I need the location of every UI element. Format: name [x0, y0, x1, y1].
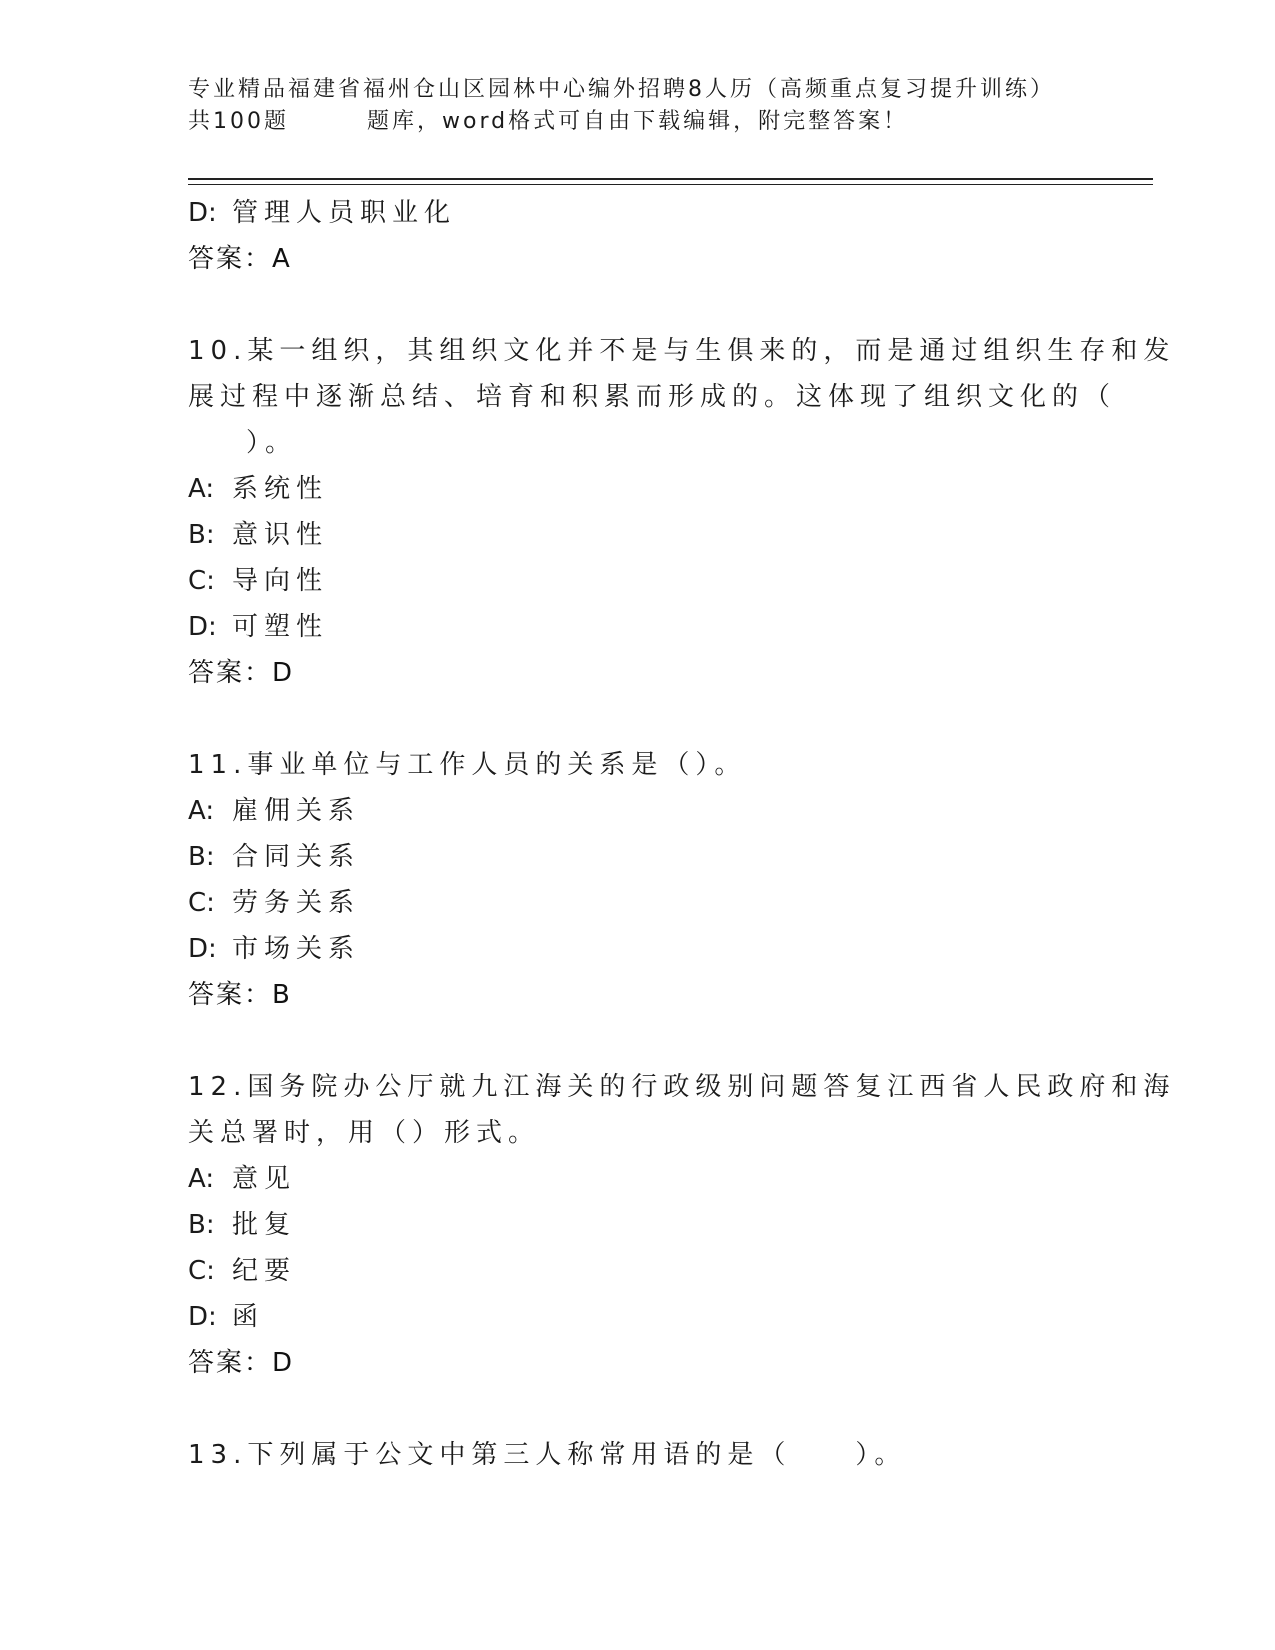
question-list: [188, 190, 1176, 1478]
option-key: C:: [188, 1256, 215, 1286]
option-text: 意识性: [232, 520, 329, 550]
option-d: [188, 926, 1088, 972]
answer-value: B: [272, 980, 290, 1010]
option-key: D:: [188, 1302, 217, 1332]
answer-label: 答案：: [188, 980, 273, 1010]
option-text: 意见: [232, 1164, 297, 1194]
document-header: [188, 74, 1088, 138]
question-stem-line: 10.某一组织，其组织文化并不是与生俱来的，而是通过组织生存和发: [188, 336, 1176, 366]
header-subtitle: [188, 106, 1088, 138]
option-key: B:: [188, 520, 215, 550]
answer-value: D: [272, 658, 293, 688]
question-11: [188, 742, 1088, 1018]
option-key: D:: [188, 198, 217, 228]
option-text: 函: [232, 1302, 265, 1332]
option-key: C:: [188, 888, 215, 918]
answer-label: 答案：: [188, 658, 273, 688]
option-b: [188, 834, 1088, 880]
option-d: [188, 190, 1088, 236]
option-text: 导向性: [232, 566, 329, 596]
header-count: 共100题: [188, 109, 289, 134]
option-d: [188, 1294, 1088, 1340]
option-key: B:: [188, 842, 215, 872]
question-10: [188, 328, 1176, 696]
option-key: A:: [188, 1164, 215, 1194]
question-stem-line: 11.事业单位与工作人员的关系是（）。: [188, 750, 747, 780]
answer-line: [188, 650, 1088, 696]
question-12: [188, 1064, 1176, 1386]
option-text: 系统性: [232, 474, 329, 504]
option-b: [188, 1202, 1088, 1248]
question-13: [188, 1432, 1088, 1478]
header-title: 专业精品福建省福州仓山区园林中心编外招聘8人历（高频重点复习提升训练）: [188, 77, 1055, 102]
answer-line: [188, 236, 1088, 282]
header-divider-thick: [188, 178, 1153, 180]
question-stem-line: 展过程中逐渐总结、培育和积累而形成的。这体现了组织文化的（: [188, 382, 1117, 412]
option-c: [188, 880, 1088, 926]
question-stem-line: 12.国务院办公厅就九江海关的行政级别问题答复江西省人民政府和海: [188, 1072, 1176, 1102]
answer-line: [188, 972, 1088, 1018]
option-d: [188, 604, 1088, 650]
answer-value: A: [272, 244, 290, 274]
header-note: 题库，word格式可自由下载编辑，附完整答案！: [367, 109, 909, 134]
option-key: A:: [188, 474, 215, 504]
option-text: 合同关系: [232, 842, 361, 872]
question-stem-line: 关总署时，用（）形式。: [188, 1118, 541, 1148]
option-text: 管理人员职业化: [232, 198, 457, 228]
answer-line: [188, 1340, 1088, 1386]
answer-label: 答案：: [188, 1348, 273, 1378]
option-text: 可塑性: [232, 612, 329, 642]
option-a: [188, 466, 1088, 512]
option-c: [188, 1248, 1088, 1294]
answer-label: 答案：: [188, 244, 273, 274]
option-text: 劳务关系: [232, 888, 361, 918]
option-b: [188, 512, 1088, 558]
option-text: 雇佣关系: [232, 796, 361, 826]
header-divider-thin: [188, 184, 1153, 185]
option-key: B:: [188, 1210, 215, 1240]
option-text: 市场关系: [232, 934, 361, 964]
option-c: [188, 558, 1088, 604]
option-key: C:: [188, 566, 215, 596]
option-key: D:: [188, 934, 217, 964]
option-text: 批复: [232, 1210, 297, 1240]
option-a: [188, 1156, 1088, 1202]
option-key: D:: [188, 612, 217, 642]
option-a: [188, 788, 1088, 834]
option-text: 纪要: [232, 1256, 297, 1286]
question-stem-tail: ）。: [246, 428, 298, 458]
option-key: A:: [188, 796, 215, 826]
question-stem-line: 13.下列属于公文中第三人称常用语的是（ ）。: [188, 1440, 907, 1470]
answer-value: D: [272, 1348, 293, 1378]
